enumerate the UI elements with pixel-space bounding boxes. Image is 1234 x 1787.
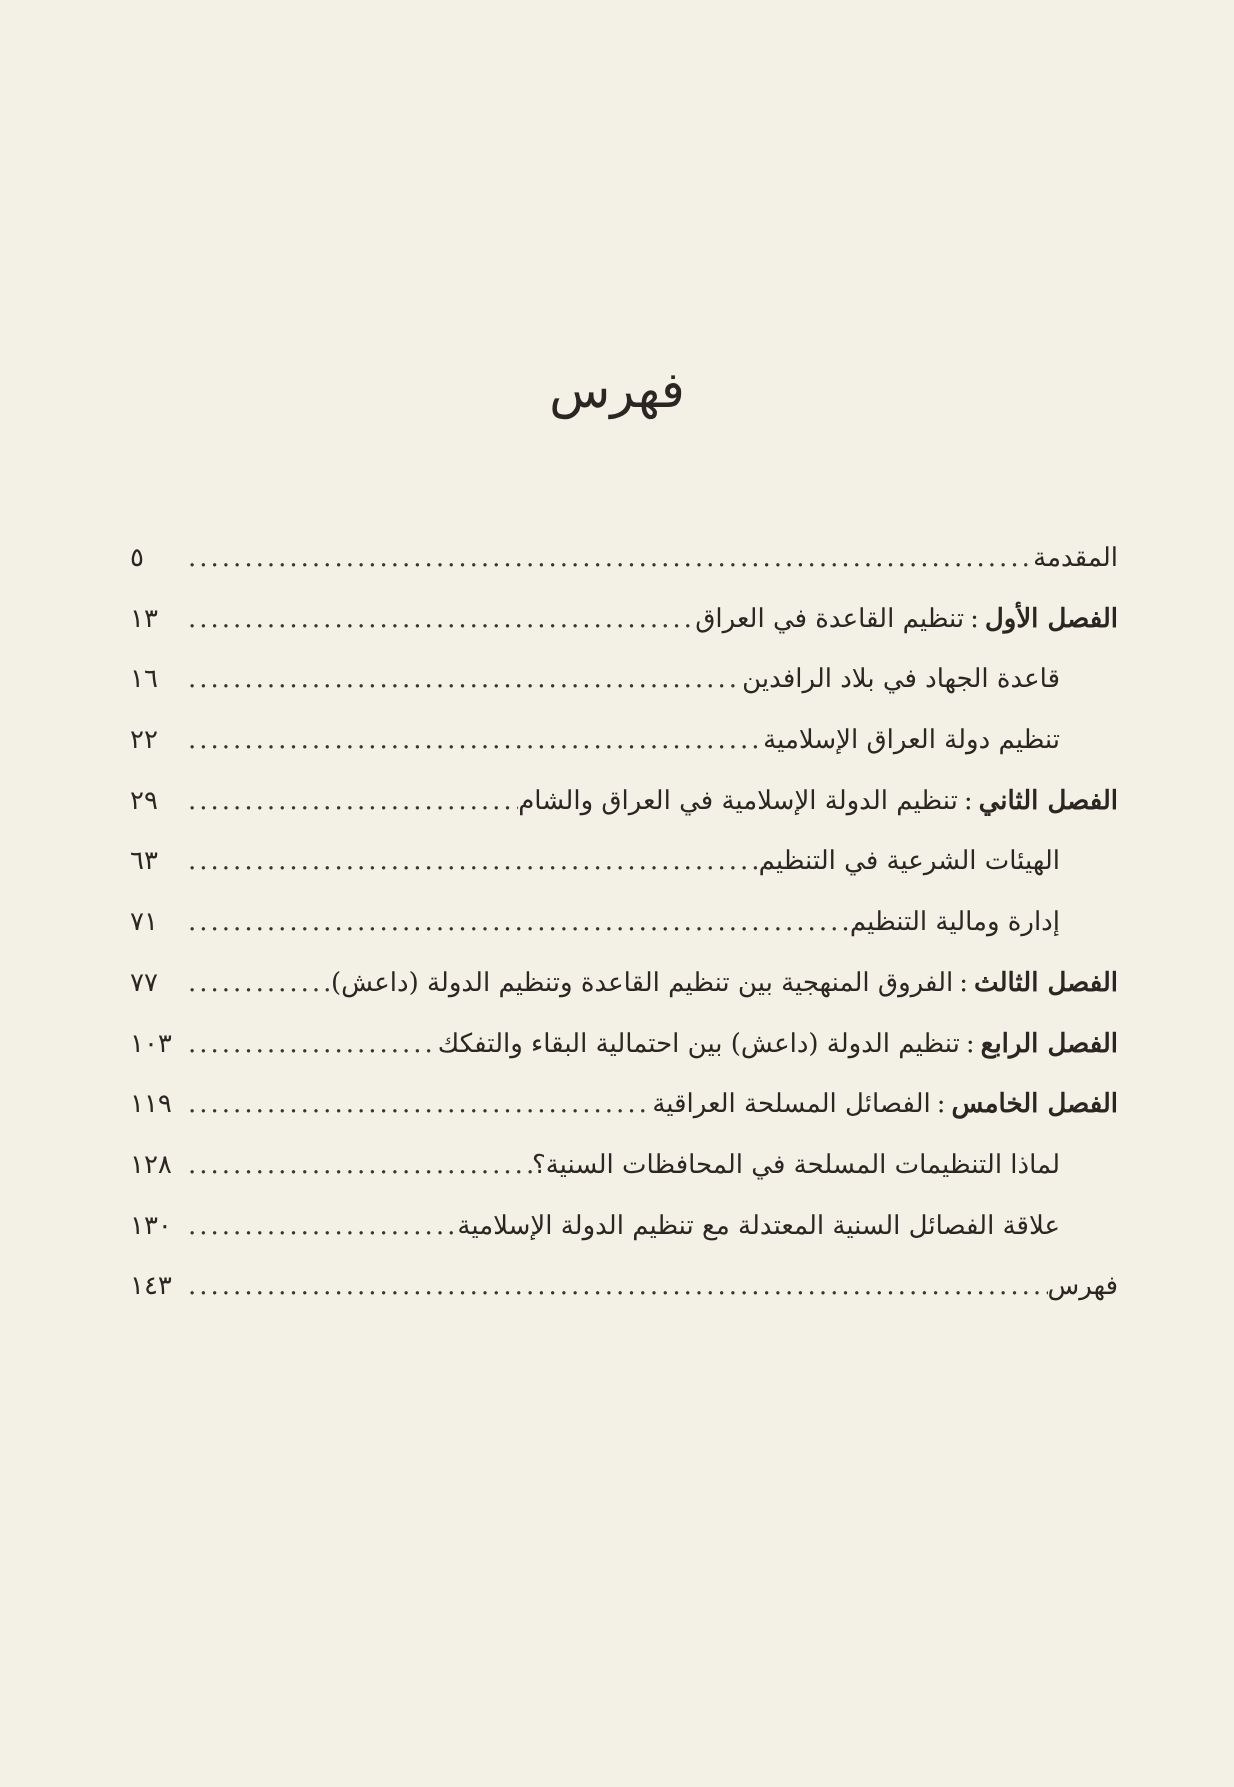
toc-entry [130, 771, 1118, 832]
toc-page-number: ٢٩ [130, 785, 158, 816]
toc-entry-title [759, 831, 1118, 891]
toc-entry-text: علاقة الفصائل السنية المعتدلة مع تنظيم الدولة الإسلامية [457, 1210, 1060, 1241]
toc-subentry [130, 1196, 1118, 1257]
toc-page-number: ٧٧ [130, 967, 158, 998]
toc-page-number: ٧١ [130, 907, 158, 938]
chapter-label: الفصل الثالث [974, 967, 1118, 998]
toc-entry-title [695, 589, 1118, 649]
toc-entry-title [742, 649, 1118, 709]
toc-entry-title [1048, 1256, 1119, 1316]
dot-leader [180, 589, 695, 649]
separator: : [936, 1089, 946, 1120]
dot-leader [180, 1014, 438, 1074]
toc-entry-text: لماذا التنظيمات المسلحة في المحافظات السنية؟ [531, 1149, 1060, 1180]
toc-entry-text: المقدمة [1033, 543, 1118, 573]
toc-page-number: ١٣ [130, 603, 158, 634]
toc-page-number: ١٠٣ [130, 1028, 172, 1059]
toc-entry-title [331, 953, 1118, 1013]
toc-entry-text: فهرس [1047, 1271, 1118, 1302]
table-of-contents [130, 528, 1118, 1317]
toc-page-number: ٥ [130, 543, 144, 573]
separator: : [965, 1028, 975, 1059]
toc-page-number: ١٢٨ [130, 1149, 172, 1180]
separator: : [963, 785, 973, 816]
toc-subentry [130, 1135, 1118, 1196]
separator: : [970, 603, 979, 634]
dot-leader [180, 892, 850, 952]
toc-page-number: ٦٣ [130, 846, 158, 877]
toc-entry [130, 528, 1118, 589]
dot-leader [180, 1074, 652, 1134]
toc-entry [130, 1256, 1118, 1317]
toc-entry-title [1033, 528, 1118, 588]
toc-entry-text: الفصائل المسلحة العراقية [652, 1089, 931, 1120]
chapter-label: الفصل الأول [984, 603, 1118, 634]
dot-leader [180, 528, 1033, 588]
toc-entry [130, 1074, 1118, 1135]
chapter-label: الفصل الرابع [980, 1028, 1118, 1059]
toc-entry-title [652, 1074, 1118, 1134]
chapter-label: الفصل الثاني [978, 785, 1118, 816]
toc-entry-text: تنظيم الدولة (داعش) بين احتمالية البقاء والتفكك [437, 1028, 960, 1059]
dot-leader [180, 771, 518, 831]
dot-leader [180, 831, 759, 891]
dot-leader [180, 1135, 532, 1195]
toc-subentry [130, 710, 1118, 771]
dot-leader [180, 710, 763, 770]
toc-entry-title [850, 892, 1118, 952]
toc-entry [130, 953, 1118, 1014]
toc-page-number: ٢٢ [130, 725, 158, 756]
dot-leader [180, 649, 742, 709]
toc-entry [130, 1014, 1118, 1075]
toc-entry-text: قاعدة الجهاد في بلاد الرافدين [742, 664, 1060, 695]
toc-subentry [130, 892, 1118, 953]
toc-entry-text: تنظيم دولة العراق الإسلامية [763, 725, 1060, 756]
toc-entry-title [457, 1196, 1118, 1256]
chapter-label: الفصل الخامس [951, 1089, 1118, 1120]
toc-page-number: ١٦ [130, 664, 158, 695]
dot-leader [180, 1196, 457, 1256]
toc-entry [130, 589, 1118, 650]
toc-entry-title [532, 1135, 1118, 1195]
toc-subentry [130, 649, 1118, 710]
toc-entry-title [518, 771, 1118, 831]
dot-leader [180, 953, 331, 1013]
toc-page-number: ١٤٣ [130, 1271, 172, 1302]
toc-page-number: ١١٩ [130, 1089, 172, 1120]
toc-subentry [130, 831, 1118, 892]
toc-entry-title [438, 1014, 1118, 1074]
separator: : [959, 967, 969, 998]
toc-entry-title [763, 710, 1118, 770]
dot-leader [180, 1256, 1048, 1316]
page-title: فهرس [549, 361, 685, 419]
toc-entry-text: إدارة ومالية التنظيم [849, 907, 1060, 938]
toc-page-number: ١٣٠ [130, 1210, 172, 1241]
toc-entry-text: الفروق المنهجية بين تنظيم القاعدة وتنظيم الدولة (داعش) [330, 967, 954, 998]
toc-entry-text: الهيئات الشرعية في التنظيم [758, 846, 1060, 877]
toc-entry-text: تنظيم القاعدة في العراق [695, 603, 965, 634]
toc-entry-text: تنظيم الدولة الإسلامية في العراق والشام [518, 785, 958, 816]
